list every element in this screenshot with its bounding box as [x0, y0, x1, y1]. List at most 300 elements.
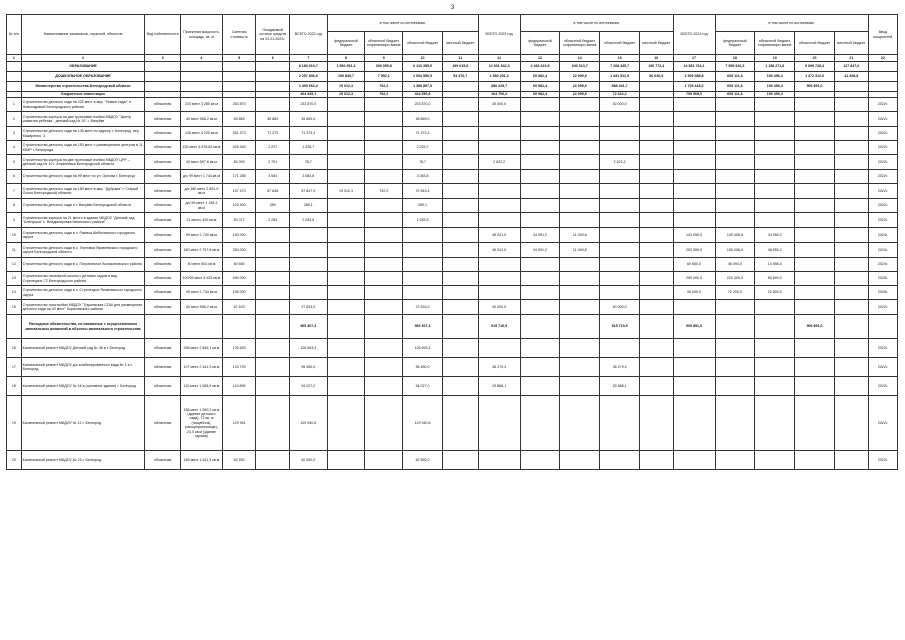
amount-r22: 94 027,0 — [403, 377, 443, 396]
object-name: Капитальный ремонт МБДОУ № 16 в (основное здание) г. Белгород — [21, 377, 145, 396]
summary-value: 2 309 088,8 — [673, 72, 715, 82]
amount-f23 — [520, 141, 560, 155]
amount-r24 — [795, 272, 835, 286]
empty-cell — [180, 315, 222, 339]
amount-r24 — [795, 98, 835, 112]
column-number: 16 — [640, 55, 674, 62]
capacity: 100/99 мест 4 525 кв.м — [180, 272, 222, 286]
amount-t22: 2 226,7 — [289, 141, 327, 155]
amount-rc24: 22 800,0 — [755, 286, 795, 300]
summary-value: 424 550,6 — [403, 92, 443, 98]
amount-l24 — [834, 272, 868, 286]
summary-value: 588 341,7 — [600, 82, 640, 92]
amount-rc22 — [365, 155, 403, 170]
amount-f23 — [520, 272, 560, 286]
capacity-year: 2022г. — [868, 199, 897, 213]
expected-remainder — [256, 300, 290, 315]
column-number: 4 — [180, 55, 222, 62]
capacity-year: 2022г. — [868, 112, 897, 127]
ownership: областная — [145, 199, 181, 213]
amount-t22: 57 647,9 — [289, 184, 327, 199]
estimated-cost: 67 633 — [222, 300, 256, 315]
page-number: 3 — [450, 5, 455, 11]
capacity-year: 2022г. — [868, 127, 897, 141]
empty-cell — [640, 377, 674, 396]
summary-value: 795 568,0 — [673, 92, 715, 98]
row-number: 20 — [7, 451, 22, 470]
amount-t22: 45 869,0 — [289, 112, 327, 127]
amount-f24 — [715, 170, 755, 184]
amount-t22: 78,7 — [289, 155, 327, 170]
amount-r23 — [600, 272, 640, 286]
amount-f24 — [715, 98, 755, 112]
capacity-year: 2022г. — [868, 377, 897, 396]
amount-l24 — [834, 112, 868, 127]
amount-rc24 — [755, 184, 795, 199]
empty-cell — [834, 451, 868, 470]
amount-r23 — [600, 339, 640, 358]
summary-value: 22 099,6 — [560, 82, 600, 92]
amount-f23 — [520, 300, 560, 315]
table-row — [7, 377, 898, 396]
amount-l23 — [640, 155, 674, 170]
hdr-num: № п/п — [7, 15, 22, 55]
row-number: 10 — [7, 228, 22, 243]
amount-l24 — [834, 98, 868, 112]
row-number: 16 — [7, 339, 22, 358]
hdr-total-2022: ВСЕГО 2022 год — [289, 15, 327, 55]
amount-r22 — [403, 258, 443, 272]
table-row — [7, 213, 898, 228]
empty-cell — [755, 377, 795, 396]
amount-l23 — [640, 141, 674, 155]
empty-cell — [256, 396, 290, 451]
amount-l23 — [640, 228, 674, 243]
object-name: Строительство детского сада в с. Стрелецкое Яковлевского городского округа — [21, 286, 145, 300]
estimated-cost: 50 077 — [222, 213, 256, 228]
amount-rc22 — [365, 286, 403, 300]
empty-cell — [327, 339, 365, 358]
amount-t23 — [478, 396, 520, 451]
summary-row — [7, 82, 898, 92]
empty-cell — [868, 62, 897, 72]
empty-cell — [640, 396, 674, 451]
amount-rc22: 792,2 — [365, 184, 403, 199]
amount-t22 — [289, 243, 327, 258]
row-number: 9 — [7, 213, 22, 228]
empty-cell — [640, 315, 674, 339]
amount-t24: 909 851,0 — [673, 315, 715, 339]
empty-cell — [145, 62, 181, 72]
empty-cell — [640, 339, 674, 358]
table-row — [7, 243, 898, 258]
amount-r24 — [795, 258, 835, 272]
summary-value: 680 425,7 — [478, 82, 520, 92]
expected-remainder: 3 084 — [256, 170, 290, 184]
amount-rc24 — [755, 170, 795, 184]
amount-l24 — [834, 199, 868, 213]
amount-r24 — [795, 127, 835, 141]
ownership: областная — [145, 127, 181, 141]
amount-r23 — [600, 199, 640, 213]
object-name: Капитальный ремонт МБДОУ № 12 г. Белгород — [21, 396, 145, 451]
hdr-regional: областной бюджет — [403, 32, 443, 55]
object-name: Строительство детского сада на 150 мест с размещением центром в 11 ЮМР г. Белгорода — [21, 141, 145, 155]
summary-value — [834, 82, 868, 92]
capacity-year: 2022г. — [868, 358, 897, 377]
object-name: Строительство детского сада на 220 мест в мкр. "Новые сады" п. Новосадовый Белгородского района — [21, 98, 145, 112]
amount-r22 — [403, 243, 443, 258]
column-number: 1 — [7, 55, 22, 62]
expected-remainder — [256, 243, 290, 258]
hdr-local: местный бюджет — [834, 32, 868, 55]
amount-rc24 — [755, 127, 795, 141]
estimated-cost: 119 895 — [222, 377, 256, 396]
amount-r23 — [600, 451, 640, 470]
summary-value: 1 580 251,4 — [478, 72, 520, 82]
table-row — [7, 141, 898, 155]
summary-value: 7 952,1 — [365, 72, 403, 82]
amount-f22 — [327, 170, 365, 184]
capacity: 258 мест 2 845,1 кв.м — [180, 339, 222, 358]
row-number: 5 — [7, 155, 22, 170]
table-row — [7, 170, 898, 184]
summary-value: 10 301 542,3 — [478, 62, 520, 72]
summary-value: 190 456,4 — [755, 82, 795, 92]
table-row — [7, 98, 898, 112]
amount-t22: 94 027,0 — [289, 377, 327, 396]
empty-cell — [715, 396, 755, 451]
table-row — [7, 339, 898, 358]
empty-cell — [755, 358, 795, 377]
amount-rc22 — [365, 127, 403, 141]
hdr-local: местный бюджет — [442, 32, 478, 55]
table-row — [7, 451, 898, 470]
expected-remainder — [256, 258, 290, 272]
amount-r24 — [795, 199, 835, 213]
amount-t23: 2 622,2 — [478, 155, 520, 170]
empty-cell — [365, 358, 403, 377]
ownership: областная — [145, 286, 181, 300]
empty-cell — [834, 377, 868, 396]
empty-cell — [868, 82, 897, 92]
amount-t22 — [289, 272, 327, 286]
summary-value — [442, 82, 478, 92]
amount-t22: 2 283,5 — [289, 213, 327, 228]
capacity-year: 2022г. — [868, 184, 897, 199]
capacity: 150 мест 5 678,83 кв.м — [180, 141, 222, 155]
amount-rc22 — [365, 243, 403, 258]
capacity-year: 2024г. — [868, 258, 897, 272]
row-number: 17 — [7, 358, 22, 377]
amount-l22 — [442, 258, 478, 272]
amount-l24 — [834, 286, 868, 300]
summary-value: 1 389 857,9 — [403, 82, 443, 92]
amount-l24 — [834, 184, 868, 199]
table-row — [7, 199, 898, 213]
amount-r24 — [795, 213, 835, 228]
empty-cell — [145, 315, 181, 339]
empty-cell — [222, 315, 256, 339]
row-number: 14 — [7, 286, 22, 300]
amount-l23 — [640, 170, 674, 184]
amount-rc23 — [560, 272, 600, 286]
hdr-total-2024: ВСЕГО 2024 год — [673, 15, 715, 55]
amount-f23 — [520, 213, 560, 228]
amount-r23: 25 868,1 — [600, 377, 640, 396]
empty-cell — [834, 339, 868, 358]
row-number: 12 — [7, 258, 22, 272]
hdr-sources-2024: в том числе по источникам: — [715, 15, 868, 32]
capacity-year: 2025г. — [868, 272, 897, 286]
amount-r24 — [795, 243, 835, 258]
empty-cell — [640, 358, 674, 377]
empty-cell — [145, 72, 181, 82]
amount-l23 — [640, 243, 674, 258]
amount-l24 — [834, 155, 868, 170]
column-number: 14 — [560, 55, 600, 62]
object-name: Капитальный ремонт МБДОУ д/с комбинированного вида № 1 в г. Белгород — [21, 358, 145, 377]
capacity: 110 мест 1 085,9 кв.м — [180, 377, 222, 396]
empty-cell — [365, 451, 403, 470]
capacity: 99 мест 1 744 кв.м — [180, 286, 222, 300]
empty-cell — [7, 315, 22, 339]
empty-cell — [327, 358, 365, 377]
object-name: Строительство детского сада на 99 мест по ул. Орлова г. Белгород — [21, 170, 145, 184]
object-name: Строительство детского сада на 145 мест по адресу: г. Белгород, пер. Макаренко, 3 — [21, 127, 145, 141]
summary-value: 69 982,4 — [520, 72, 560, 82]
summary-value: 6 110 355,9 — [403, 62, 443, 72]
object-name: Строительство детского сада в с. Ржевка Шебекинского городского округа — [21, 228, 145, 243]
amount-r22: 45 869,0 — [403, 112, 443, 127]
expected-remainder: 289 — [256, 199, 290, 213]
amount-r22: 289,1 — [403, 199, 443, 213]
estimated-cost: 190 000 — [222, 228, 256, 243]
amount-f24 — [715, 127, 755, 141]
amount-r22: 233 870,0 — [403, 98, 443, 112]
empty-cell — [520, 377, 560, 396]
table-row — [7, 155, 898, 170]
ownership: областная — [145, 228, 181, 243]
estimated-cost: 263 870 — [222, 98, 256, 112]
empty-cell — [834, 358, 868, 377]
capacity: 145 мест 4 200 кв.м — [180, 127, 222, 141]
empty-cell — [795, 396, 835, 451]
estimated-cost: 250 000 — [222, 243, 256, 258]
object-name: Строительство детского сада на 180 мест в мкр. "Дубрава" г. Старый Оскол Белгородской области — [21, 184, 145, 199]
capacity-year: 2022г. — [868, 213, 897, 228]
amount-f23 — [520, 258, 560, 272]
summary-value: 2 257 836,6 — [289, 72, 327, 82]
estimated-cost: 60 650 — [222, 258, 256, 272]
column-number: 20 — [795, 55, 835, 62]
summary-value: 1 560 991,3 — [327, 62, 365, 72]
subsection-row — [7, 315, 898, 339]
subsection-label: Расходные обязательства, не связанные с осуществлением капитальных вложений в объекты капитального строительства — [21, 315, 145, 339]
amount-l22 — [442, 98, 478, 112]
amount-r24 — [795, 286, 835, 300]
amount-rc23 — [560, 141, 600, 155]
capacity: 21 место 492 кв.м — [180, 213, 222, 228]
amount-rc24: 14 556,0 — [755, 258, 795, 272]
summary-value: 199 615,8 — [442, 62, 478, 72]
ownership: областная — [145, 396, 181, 451]
amount-l22 — [442, 112, 478, 127]
amount-rc22 — [365, 170, 403, 184]
capacity: 40 мест 556,2 кв.м — [180, 112, 222, 127]
amount-l22 — [442, 155, 478, 170]
amount-f24: 220 400,0 — [715, 272, 755, 286]
table-row — [7, 258, 898, 272]
empty-cell — [640, 451, 674, 470]
amount-r23 — [600, 258, 640, 272]
empty-cell — [673, 451, 715, 470]
amount-rc22 — [365, 98, 403, 112]
row-number: 1 — [7, 98, 22, 112]
summary-value: 56 646,9 — [640, 72, 674, 82]
empty-cell — [795, 339, 835, 358]
empty-cell — [560, 358, 600, 377]
table-body — [7, 55, 898, 470]
amount-l23 — [640, 127, 674, 141]
empty-cell — [560, 396, 600, 451]
amount-rc23: 11 049,8 — [560, 243, 600, 258]
amount-l22 — [442, 272, 478, 286]
capacity-year: 2022г. — [868, 339, 897, 358]
amount-t22: 233 870,0 — [289, 98, 327, 112]
amount-rc23 — [560, 155, 600, 170]
amount-t23 — [478, 141, 520, 155]
object-name: Строительство корпуса на две групповые ячейки МБДОУ ЦРР – детский сад № 10 г. Алексеевка Белгородской области — [21, 155, 145, 170]
amount-f22 — [327, 228, 365, 243]
capacity-year: 2022г. — [868, 98, 897, 112]
empty-cell — [795, 451, 835, 470]
row-number: 18 — [7, 377, 22, 396]
capacity: д/с 99 мест 1 744 кв.м — [180, 170, 222, 184]
summary-value: 309 055,8 — [365, 62, 403, 72]
amount-t23 — [478, 199, 520, 213]
amount-rc24 — [755, 199, 795, 213]
summary-row — [7, 62, 898, 72]
capacity-year: 2022г. — [868, 451, 897, 470]
summary-value: 164 706,2 — [478, 92, 520, 98]
amount-rc22 — [365, 213, 403, 228]
summary-value: 2 004 556,9 — [403, 72, 443, 82]
table-row — [7, 228, 898, 243]
estimated-cost: 351 373 — [222, 127, 256, 141]
amount-r22: 78,7 — [403, 155, 443, 170]
summary-value: 7 208 345,7 — [600, 62, 640, 72]
amount-f24 — [715, 199, 755, 213]
amount-f22 — [327, 141, 365, 155]
empty-cell — [715, 377, 755, 396]
column-number: 8 — [327, 55, 365, 62]
amount-f22 — [327, 213, 365, 228]
row-number: 2 — [7, 112, 22, 127]
amount-r22: 965 307,3 — [403, 315, 443, 339]
amount-t24 — [673, 112, 715, 127]
amount-f24: 109 408,8 — [715, 228, 755, 243]
amount-l24 — [834, 258, 868, 272]
estimated-cost: 425 345 — [222, 141, 256, 155]
amount-f22 — [327, 98, 365, 112]
amount-l23 — [640, 199, 674, 213]
amount-t24 — [673, 199, 715, 213]
amount-rc23 — [560, 300, 600, 315]
summary-value: 792,2 — [365, 92, 403, 98]
empty-cell — [520, 339, 560, 358]
amount-l22 — [442, 170, 478, 184]
amount-t24 — [673, 98, 715, 112]
column-number: 10 — [403, 55, 443, 62]
amount-rc24: 48 950,2 — [755, 243, 795, 258]
column-number: 5 — [222, 55, 256, 62]
amount-f23 — [520, 286, 560, 300]
amount-r22: 2 283,5 — [403, 213, 443, 228]
hdr-federal: федеральный бюджет — [520, 32, 560, 55]
empty-cell — [560, 451, 600, 470]
amount-t22: 95 450,0 — [289, 358, 327, 377]
amount-l22 — [442, 228, 478, 243]
empty-cell — [442, 339, 478, 358]
hdr-federal: федеральный бюджет — [715, 32, 755, 55]
hdr-total-2023: ВСЕГО 2023 год — [478, 15, 520, 55]
amount-r23: 2 622,2 — [600, 155, 640, 170]
amount-rc23 — [560, 184, 600, 199]
amount-l23 — [640, 98, 674, 112]
amount-r23 — [600, 141, 640, 155]
amount-rc23 — [560, 213, 600, 228]
capacity: 40 мест 597,6 кв.м — [180, 155, 222, 170]
ownership: областная — [145, 141, 181, 155]
amount-l22 — [442, 127, 478, 141]
empty-cell — [715, 451, 755, 470]
amount-t22: 3 083,8 — [289, 170, 327, 184]
estimated-cost: 195 000 — [222, 286, 256, 300]
empty-cell — [673, 377, 715, 396]
empty-cell — [256, 72, 290, 82]
amount-r23 — [600, 184, 640, 199]
amount-r22: 37 843,4 — [403, 184, 443, 199]
amount-l23 — [640, 300, 674, 315]
amount-r22 — [403, 272, 443, 286]
empty-cell — [327, 315, 365, 339]
amount-f24 — [715, 141, 755, 155]
amount-t22: 126 693,4 — [289, 339, 327, 358]
summary-value: 72 622,2 — [600, 92, 640, 98]
amount-t23 — [478, 184, 520, 199]
amount-t24 — [673, 184, 715, 199]
empty-cell — [755, 315, 795, 339]
amount-t23: 515 719,5 — [478, 315, 520, 339]
capacity: 40 мест 603 кв.м — [180, 258, 222, 272]
hdr-capacity-intro: Ввод мощностей — [868, 15, 897, 55]
amount-l22 — [442, 243, 478, 258]
amount-l23 — [640, 213, 674, 228]
object-name: Строительство начальной школы с детским садом в мкр. Стрелецкое-72 Белгородского района — [21, 272, 145, 286]
expected-remainder — [256, 272, 290, 286]
amount-l22 — [442, 213, 478, 228]
amount-l22 — [442, 300, 478, 315]
ownership: областная — [145, 300, 181, 315]
empty-cell — [755, 451, 795, 470]
amount-r22: 27 633,0 — [403, 300, 443, 315]
summary-label: Министерство строительства Белгородской области — [21, 82, 145, 92]
amount-rc24 — [755, 98, 795, 112]
estimated-cost: 129 941 — [222, 396, 256, 451]
amount-t22: 965 307,3 — [289, 315, 327, 339]
amount-f23 — [520, 98, 560, 112]
